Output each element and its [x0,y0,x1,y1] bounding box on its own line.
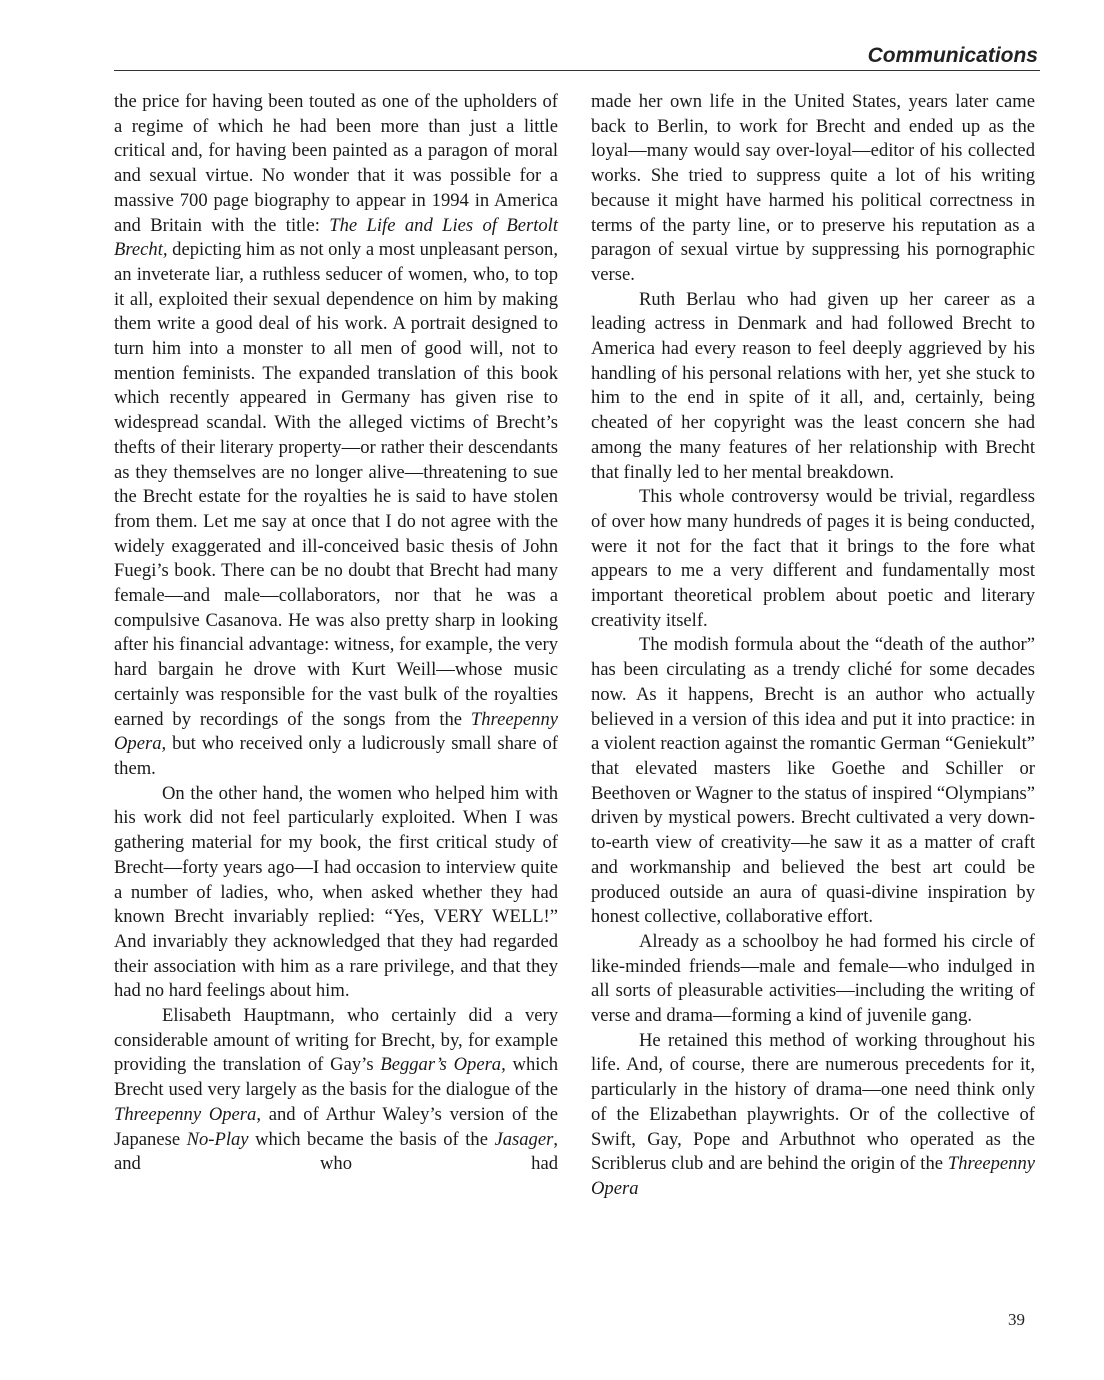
left-column [114,90,558,1177]
work-title: Beggar’s Opera, [380,1054,506,1076]
text-span: depicting him as not only a most unpleasant person, an inveterate liar, a ruthless seducer of women, who, to top it all, exploited their sexual dependence on him by making them write a good deal of his work. A portrait designed to turn him into a monster to all men of good will, not to mention feminists. The expanded translation of this book which recently appeared in Germany has given rise to widespread scandal. With the alleged victims of Brecht’s thefts of their literary property—or rather their descendants as they themselves are no longer alive—threatening to sue the Brecht estate for the royalties he is said to have stolen from them. Let me say at once that I do not agree with the widely exaggerated and ill-conceived basic thesis of John Fuegi’s book. There can be no doubt that Brecht had many female—and male—collaborators, nor that he was a compulsive Casanova. He was also pretty sharp in looking after his financial advantage: witness, for example, the very hard bargain he drove with Kurt Weill—whose music certainly was responsible for the vast bulk of the royalties earned by recordings of the songs from the [114,239,559,730]
paragraph [114,90,558,782]
work-title: Threepenny Opera [114,1103,257,1125]
text-span: but who received only a ludicrously small share of them. [114,733,558,779]
work-title: Threepenny Opera, [114,708,558,755]
paragraph: The modish formula about the “death of the author” has been circulating as a trendy cliché for some decades now. As it happens, Brecht is an author who actually believed in a version of this idea and put it into practice: in a violent reaction against the romantic German “Geniekult” that elevated masters like Goethe and Schiller or Beethoven or Wagner to the status of inspired “Olympians” driven by mystical powers. Brecht cultivated a very down-to-earth view of creativity—he saw it as a matter of craft and workmanship and believed the best art could be produced outside an aura of quasi-divine inspiration by honest collective, collaborative effort. [591,634,1035,928]
text-span: which Brecht used very largely as the basis for the dialogue of the [114,1054,558,1101]
running-header [114,40,1040,71]
work-title: Jasager [494,1128,554,1150]
section-title: Communications [867,44,1038,67]
paragraph [114,1004,558,1177]
right-column [591,90,1035,1202]
text-span: , and of Arthur Waley’s version of the Japanese [114,1103,558,1150]
text-span: the price for having been touted as one of the upholders of a regime of which he had been more than just a little critical and, for having been painted as a paragon of moral and sexual virtue. No wonder that it was possible for a massive 700 page biography to appear in 1994 in America and Britain with the title: [114,91,558,236]
text-span: which became the basis of the [248,1128,495,1150]
work-title: No-Play [186,1128,249,1150]
paragraph: This whole controversy would be trivial, regardless of over how many hundreds of pages it is being conducted, were it not for the fact that it brings to the fore what appears to me a very different and fundamentally most important theoretical problem about poetic and literary creativity itself. [591,486,1035,631]
paragraph: made her own life in the United States, years later came back to Berlin, to work for Brecht and ended up as the loyal—many would say over-loyal—editor of his collected works. She tried to suppress quite a lot of his writing because it might have harmed his political correctness in terms of the party line, or to preserve his reputation as a paragon of sexual virtue by suppressing his pornographic verse. [591,91,1035,285]
paragraph: On the other hand, the women who helped him with his work did not feel particularly exploited. When I was gathering material for my book, the first critical study of Brecht—forty years ago—I had occasion to interview quite a number of ladies, who, when asked whether they had known Brecht invariably replied: “Yes, VERY WELL!” And invariably they acknowledged that they had regarded their association with him as a rare privilege, and that they had no hard feelings about him. [114,782,558,1002]
text-span: He retained this method of working throughout his life. And, of course, there are numerous precedents for it, particularly in the history of drama—one need think only of the Elizabethan playwrights. Or of the collective of Swift, Gay, Pope and Arbuthnot who operated as the Scriblerus club and are behind the origin of the [591,1029,1035,1175]
paragraph [591,1029,1035,1202]
paragraph: Ruth Berlau who had given up her career as a leading actress in Denmark and had followed Brecht to America had every reason to feel deeply aggrieved by his handling of his personal relations with her, yet she stuck to him to the end in spite of it all, and, certainly, being cheated of her copyright was the least concern she had among the many features of her relationship with Brecht that finally led to her mental breakdown. [591,288,1035,483]
page-number: 39 [1008,1310,1025,1329]
text-span: , and who had [114,1128,558,1175]
work-title: Threepenny Opera [591,1153,1035,1199]
paragraph: Already as a schoolboy he had formed his circle of like-minded friends—male and female—who indulged in all sorts of pleasurable activities—including the writing of verse and drama—forming a kind of juvenile gang. [591,930,1035,1027]
book-title: The Life and Lies of Bertolt Brecht, [114,214,558,261]
text-span: Elisabeth Hauptmann, who certainly did a very considerable amount of writing for Brecht, by, for example providing the translation of Gay’s [114,1005,558,1076]
